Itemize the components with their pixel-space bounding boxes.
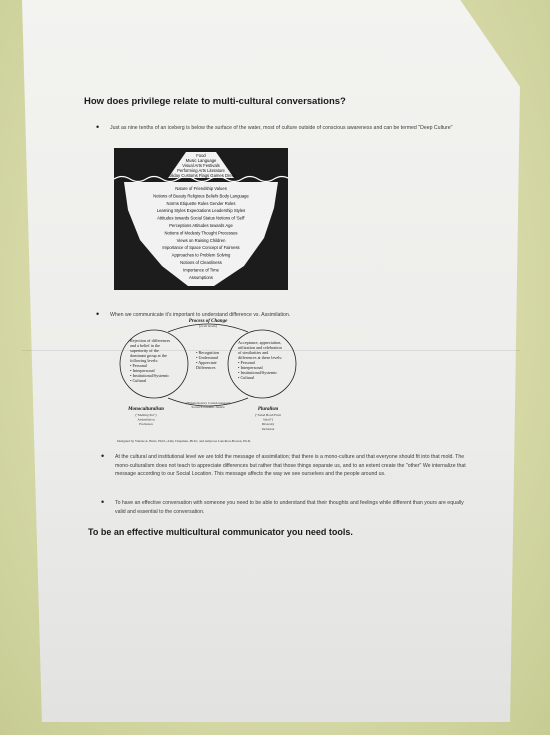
diagram-title: Process of Change [188, 319, 228, 324]
monoculturalism-inner-text: dominant group at the [130, 353, 167, 358]
monoculturalism-inner-text: Rejection of differences [130, 338, 171, 343]
iceberg-below-label: Attitudes towards Social Status Notions of 'Self' [157, 215, 245, 221]
monoculturalism-inner-text: • Cultural [130, 378, 147, 383]
bullet-marker: • [101, 451, 105, 461]
iceberg-below-label: Assumptions [189, 274, 213, 280]
iceberg-below-label: Importance of Time [183, 267, 219, 273]
pluralism-sub-label: Inclusion [261, 426, 275, 431]
bullet-marker: • [101, 497, 105, 507]
bullet-iceberg: Just as nine tenths of an iceberg is below the surface of the water, most of culture outside of conscious awareness and can be termed "Deep Culture" [110, 125, 453, 131]
pluralism-inner-text: utilization and celebration [238, 345, 282, 350]
closing-statement: To be an effective multicultural communicator you need tools. [88, 527, 353, 537]
pluralism-inner-text: • Cultural [238, 375, 255, 380]
diagram-subtitle: (at all levels) [199, 324, 217, 328]
monoculturalism-sub-label: ("Melting Pot") [135, 413, 157, 417]
iceberg-above-label: Visual Arts Festivals [182, 163, 220, 168]
monoculturalism-inner-text: and a belief in the [130, 343, 160, 348]
bullet-marker: • [96, 309, 100, 319]
pluralism-inner-text: • Institutional/Systemic [238, 370, 278, 375]
iceberg-below-label: Nature of Friendship Values [175, 186, 227, 191]
bottom-label: ("Emancipatory Consciousness") [185, 401, 231, 405]
iceberg-above-label: Food [196, 153, 206, 158]
center-item: Differences [196, 365, 216, 370]
bottom-sub-label: Social/Economic Justice [191, 405, 225, 409]
bullet-assimilation: When we communicate it's important to understand difference vs. Assimilation. [110, 312, 291, 318]
iceberg-below-label: Approaches to Problem Solving [171, 252, 231, 258]
pluralism-label: Pluralism [257, 407, 279, 412]
bullet-monoculture: At the cultural and institutional level we are told the message of assimilation; that there is a mono-culture and that everyone should fit into that mold. The mono-culturalism does not teach to appreciate differences but rather that those things separate us, and to an extent create the "other" We internalize that message according to our Social Location. This message affects the way we see ourselves and the people around us. [115, 454, 466, 477]
pluralism-sub-label: Diversity [261, 422, 275, 427]
pluralism-sub-label: ("Salad Bowl/Fruit [255, 413, 281, 417]
iceberg-below-label: Importance of Space Concept of Fairness [162, 245, 240, 251]
monoculturalism-inner-text: • Interpersonal [130, 368, 155, 373]
iceberg-below-label: Learning Styles Expectations Leadership Styles [156, 208, 246, 214]
page-heading: How does privilege relate to multi-cultural conversations? [84, 96, 346, 107]
process-of-change-diagram [108, 316, 308, 446]
iceberg-below-label: Norms Etiquette Rules Gender Roles [166, 200, 236, 206]
pluralism-sub-label: Salad") [262, 417, 274, 422]
diagram-credit: Designed by Valerie A. Batts, Ph.D.; Amy Chapman, Ph.D.; and Amyrose Lanckton-Bowen, Ph.D. [117, 439, 251, 443]
iceberg-below-label: Notions of Beauty Religious Beliefs Body Language [153, 193, 249, 199]
iceberg-below-label: Views on Raising Children [176, 237, 226, 243]
monoculturalism-inner-text: • Personal [130, 363, 147, 368]
iceberg-below-label: Perceptions Attitudes towards Age [169, 223, 233, 228]
iceberg-above-label: Music Language [185, 158, 217, 163]
pluralism-inner-text: • Personal [238, 360, 255, 365]
monoculturalism-sub-label: Exclusion [139, 422, 153, 427]
iceberg-below-label: Notions of Modesty Thought Processes [164, 230, 238, 236]
center-item: • Understand [196, 355, 218, 360]
pluralism-inner-text: differences at these levels: [238, 355, 283, 360]
pluralism-inner-text: Acceptance, appreciation, [238, 340, 282, 345]
monoculturalism-sub-label: Assimilation [137, 417, 155, 422]
monoculturalism-label: Monoculturalism [128, 407, 164, 412]
pluralism-inner-text: • Interpersonal [238, 365, 263, 370]
monoculturalism-inner-text: following levels: [130, 358, 159, 363]
iceberg-below-label: Notions of Cleanliness [180, 260, 222, 265]
monoculturalism-inner-text: superiority of the [130, 348, 159, 353]
bullet-conversation: To have an effective conversation with someone you need to be able to understand that their thoughts and feelings while different than yours are equally valid and essential to the conversation. [115, 500, 464, 515]
iceberg-diagram [114, 148, 288, 290]
bullet-marker: • [96, 122, 100, 132]
monoculturalism-inner-text: • Institutional/Systemic [130, 373, 170, 378]
iceberg-above-label: Holiday Customs Flags Games Dress [166, 173, 236, 178]
iceberg-above-label: Performing Arts Literature [177, 168, 225, 173]
center-item: • Recognition [196, 350, 219, 355]
center-item: • Appreciate [196, 360, 217, 365]
pluralism-inner-text: of similarities and [238, 350, 269, 355]
